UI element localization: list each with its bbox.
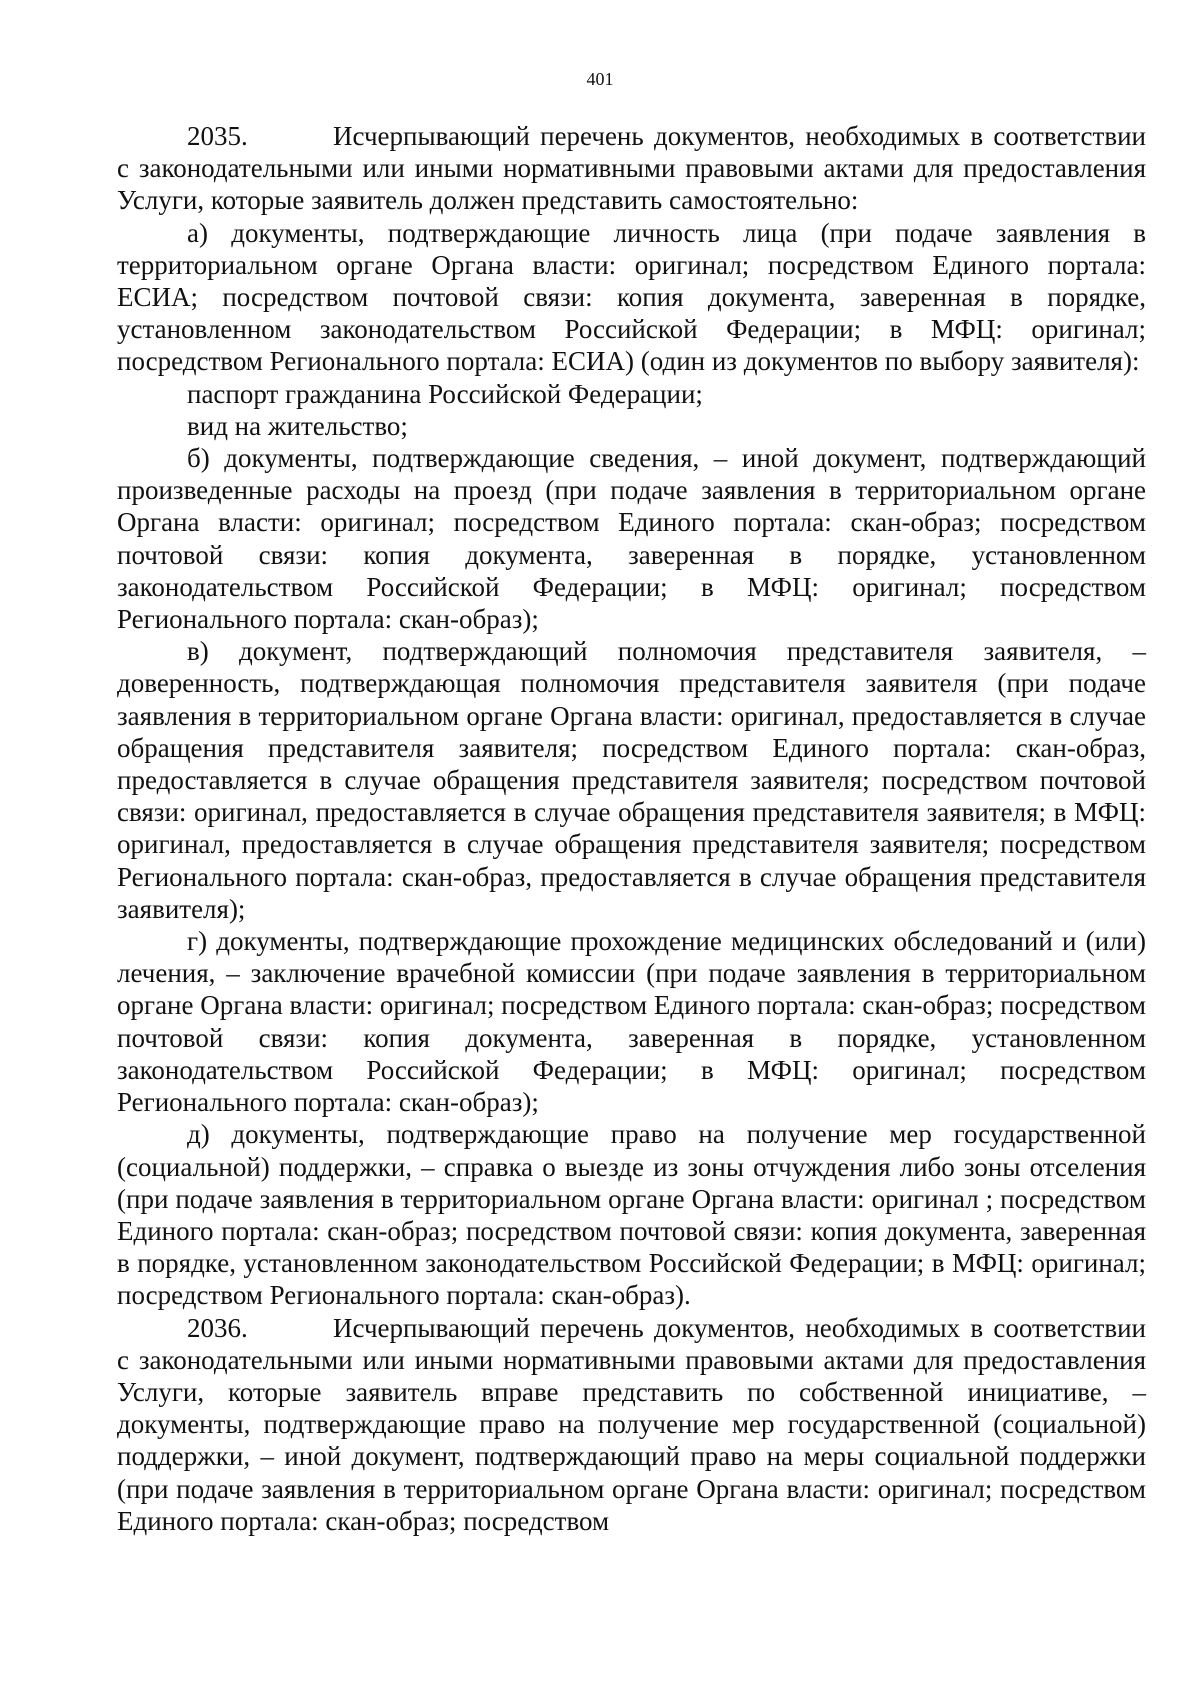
- document-body: [117, 120, 1146, 1537]
- section-2035: [117, 120, 1146, 217]
- item-g: г) документы, подтверждающие прохождение медицинских обследований и (или) лечения, – заключение врачебной комиссии (при подаче заявления в территориальном органе Органа власти: оригинал; посредством Единого портала: скан-образ; посредством почтовой связи: копия документа, заверенная в порядке, установленном законодательством Российской Федерации; в МФЦ: оригинал; посредством Регионального портала: скан-образ);: [117, 926, 1146, 1118]
- item-b: б) документы, подтверждающие сведения, – иной документ, подтверждающий произведенные расходы на проезд (при подаче заявления в территориальном органе Органа власти: оригинал; посредством Единого портала: скан-образ; посредством почтовой связи: копия документа, заверенная в порядке, установленном законодательством Российской Федерации; в МФЦ: оригинал; посредством Регионального портала: скан-образ);: [117, 443, 1146, 635]
- item-d: д) документы, подтверждающие право на получение мер государственной (социальной) поддержки, – справка о выезде из зоны отчуждения либо зоны отселения (при подаче заявления в территориальном органе Органа власти: оригинал ; посредством Единого портала: скан-образ; посредством почтовой связи: копия документа, заверенная в порядке, установленном законодательством Российской Федерации; в МФЦ: оригинал; посредством Регионального портала: скан-образ).: [117, 1119, 1146, 1311]
- item-a-passport: паспорт гражданина Российской Федерации;: [187, 378, 703, 409]
- item-v: в) документ, подтверждающий полномочия представителя заявителя, – доверенность, подтверждающая полномочия представителя заявителя (при подаче заявления в территориальном органе Органа власти: оригинал, предоставляется в случае обращения представителя заявителя; посредством Единого портала: скан-образ, предоставляется в случае обращения представителя заявителя; посредством почтовой связи: оригинал, предоставляется в случае обращения представителя заявителя; в МФЦ: оригинал, предоставляется в случае обращения представителя заявителя; посредством Регионального портала: скан-образ, предоставляется в случае обращения представителя заявителя);: [117, 636, 1146, 924]
- section-number-2035: 2035.: [187, 121, 248, 151]
- item-a: а) документы, подтверждающие личность лица (при подаче заявления в территориальном органе Органа власти: оригинал; посредством Единого портала: ЕСИА; посредством почтовой связи: копия документа, заверенная в порядке, установленном законодательством Российской Федерации; в МФЦ: оригинал; посредством Регионального портала: ЕСИА) (один из документов по выбору заявителя):: [117, 217, 1146, 377]
- section-2036: [117, 1312, 1146, 1537]
- section-2035-text: Исчерпывающий перечень документов, необходимых в соответствии с законодательными или иными нормативными правовыми актами для предоставления Услуги, которые заявитель должен представить самостоятельно:: [117, 121, 1146, 216]
- page-number: 401: [586, 69, 614, 89]
- section-2036-text: Исчерпывающий перечень документов, необходимых в соответствии с законодательными или иными нормативными правовыми актами для предоставления Услуги, которые заявитель вправе представить по собственной инициативе, – документы, подтверждающие право на получение мер государственной (социальной) поддержки, – иной документ, подтверждающий право на меры социальной поддержки (при подаче заявления в территориальном органе Органа власти: оригинал; посредством Единого портала: скан-образ; посредством: [117, 1312, 1146, 1536]
- item-a-residence-permit: вид на жительство;: [187, 410, 408, 441]
- section-number-2036: 2036.: [187, 1312, 248, 1343]
